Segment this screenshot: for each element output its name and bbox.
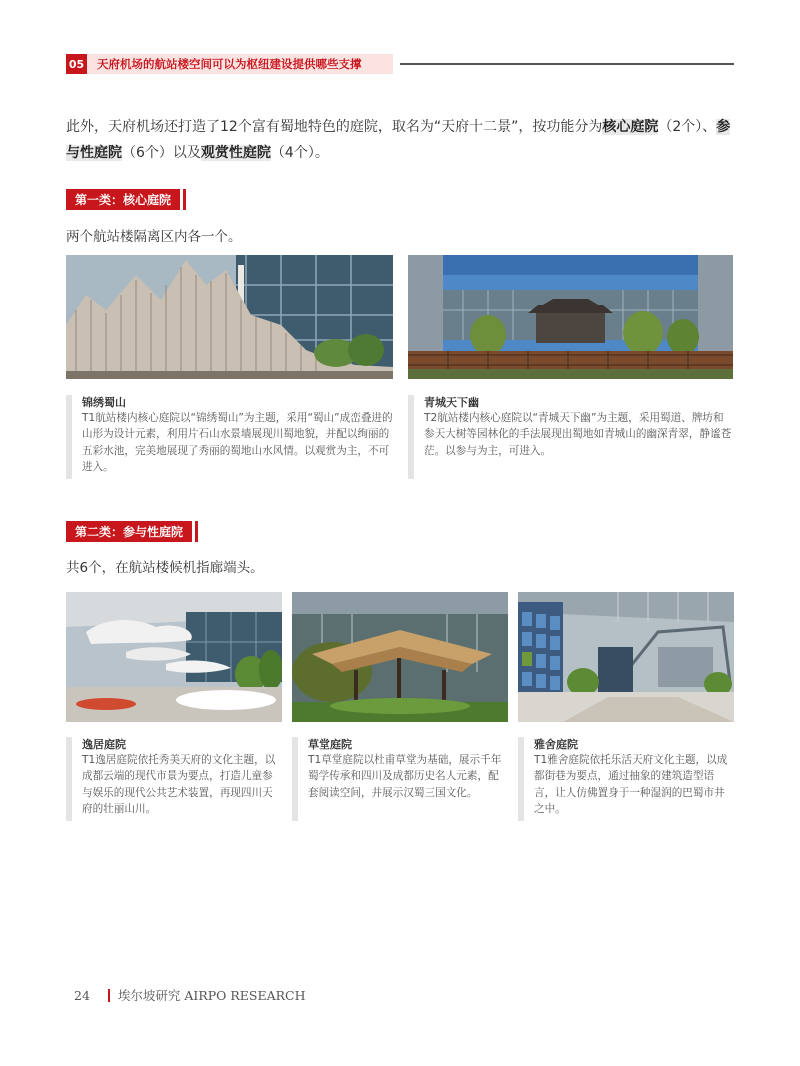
caption-yiju [66,737,282,821]
photo-yashe [518,592,734,722]
caption-qingcheng [408,395,733,479]
caption-title: 锦绣蜀山 [82,396,126,409]
caption-title: 逸居庭院 [82,738,126,751]
caption-caotang [292,737,508,821]
intro-paragraph [66,114,736,166]
caption-text: T1草堂庭院以杜甫草堂为基础，展示千年蜀学传承和四川及成都历史名人元素，配套阅读空间，并展示汉蜀三国文化。 [308,754,502,799]
category-tag-core: 第一类：核心庭院 [66,189,180,210]
caption-text: T1雅舍庭院依托乐活天府文化主题，以成都街巷为要点，通过抽象的建筑造型语言，让人仿佛置身于一种湿润的巴蜀市井之中。 [534,754,728,816]
caption-title: 雅舍庭院 [534,738,578,751]
page-footer [74,986,306,1004]
intro-highlight-participatory: 参与性庭院 [66,119,731,161]
intro-text: （4个）。 [270,145,329,161]
photo-qingcheng [408,255,733,379]
photo-caotang [292,592,508,722]
caption-text: T1航站楼内核心庭院以“锦绣蜀山”为主题，采用“蜀山”成峦叠进的山形为设计元素，利用片石山水景墙展现川蜀地貌，并配以绚丽的五彩水池，完美地展现了秀丽的蜀地山水风情。以观赏为主，不可进入。 [82,412,393,474]
photo-yiju [66,592,282,722]
caption-title: 青城天下幽 [424,396,479,409]
footer-divider [108,989,110,1002]
intro-highlight-core: 核心庭院 [602,119,659,135]
intro-highlight-ornamental: 观赏性庭院 [200,145,271,161]
page-number: 24 [74,987,90,1003]
caption-text: T1逸居庭院依托秀美天府的文化主题，以成都云端的现代市景为要点，打造儿童参与娱乐的现代公共艺术装置，再现四川天府的壮丽山川。 [82,754,276,816]
intro-text: （2个）、 [658,119,717,135]
caption-title: 草堂庭院 [308,738,352,751]
photo-jinxiu-shushan [66,255,393,379]
header-divider [400,63,734,65]
intro-text: 此外，天府机场还打造了12个富有蜀地特色的庭院，取名为“天府十二景”，按功能分为 [66,119,603,135]
section-header [66,54,393,74]
section-title: 天府机场的航站楼空间可以为枢纽建设提供哪些支撑 [87,54,393,74]
caption-yashe [518,737,734,821]
category-subtitle: 共6个，在航站楼候机指廊端头。 [66,560,264,576]
intro-text: （6个）以及 [122,145,201,161]
category-tag-participatory: 第二类：参与性庭院 [66,521,192,542]
footer-brand: 埃尔坡研究 AIRPO RESEARCH [117,988,306,1003]
section-number: 05 [66,54,87,74]
caption-text: T2航站楼内核心庭院以“青城天下幽”为主题，采用蜀道、牌坊和参天大树等园林化的手法展现出蜀地如青城山的幽深青翠，静谧苍茫。以参与为主，可进入。 [424,412,732,457]
caption-jinxiu-shushan [66,395,393,479]
category-subtitle: 两个航站楼隔离区内各一个。 [66,229,242,245]
